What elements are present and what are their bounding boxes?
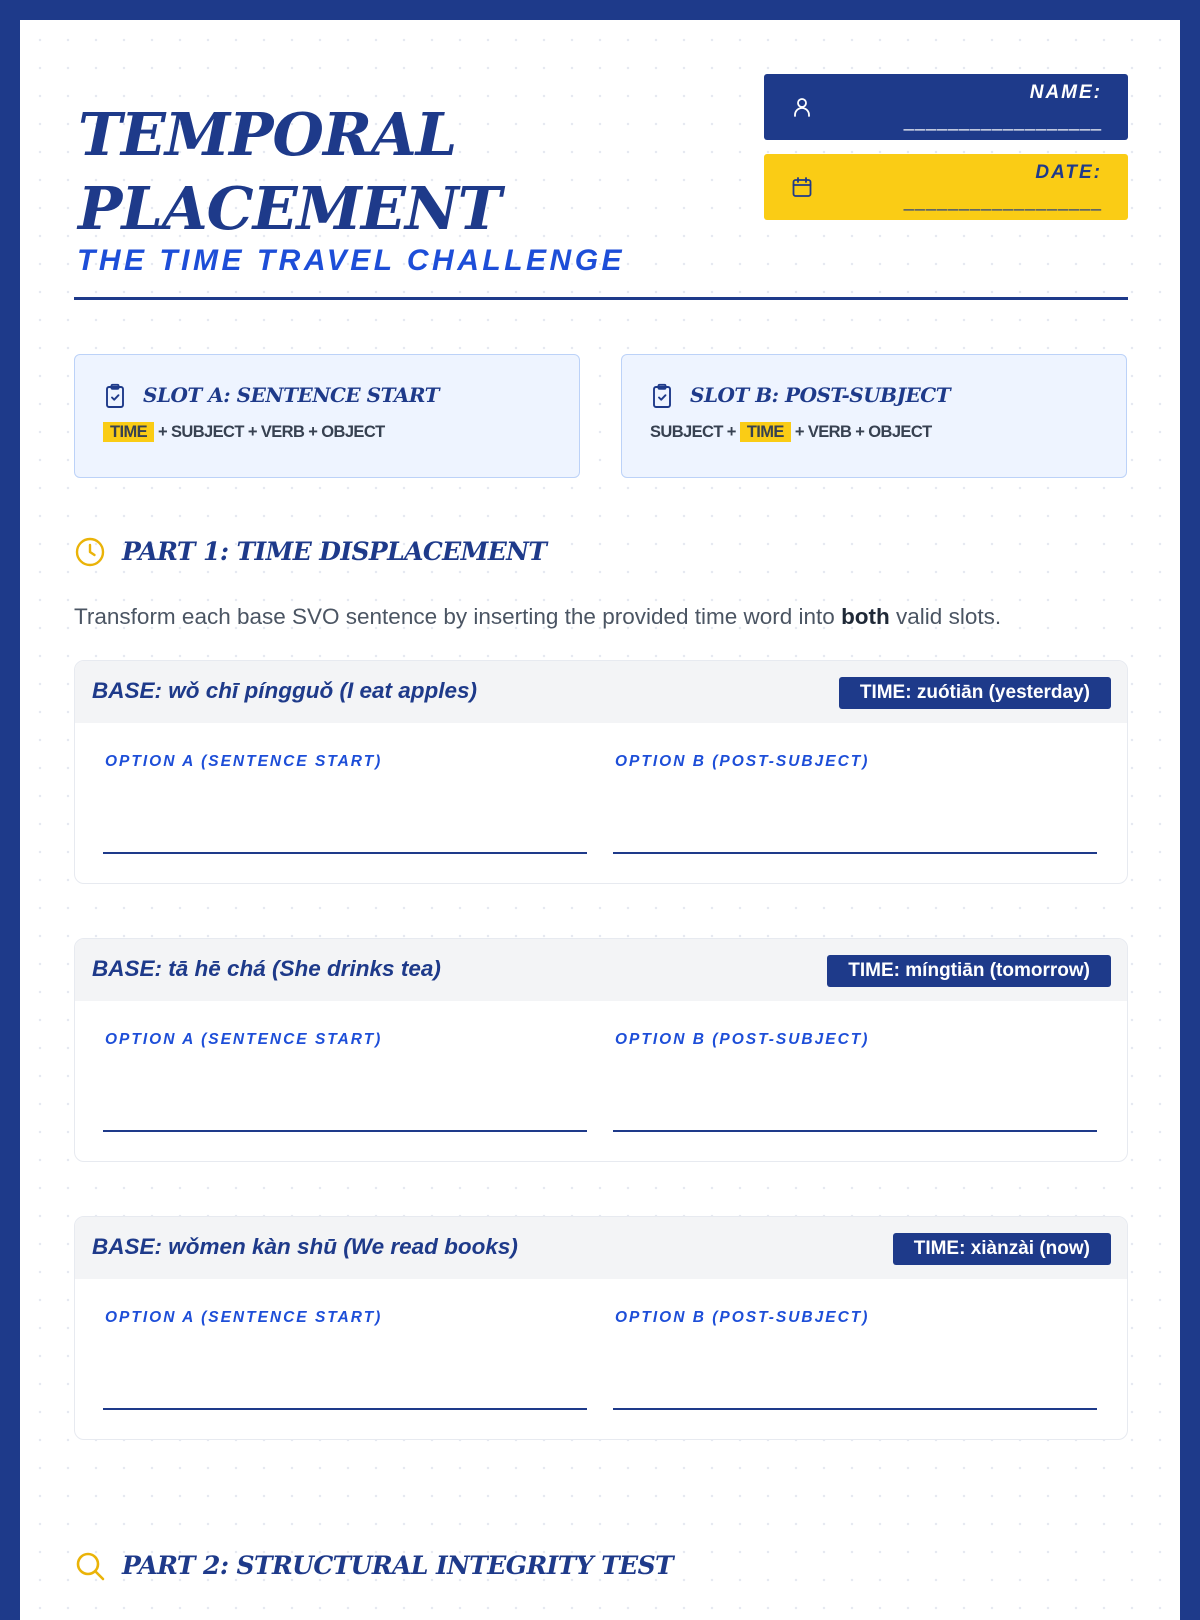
- clipboard-check-icon: [103, 383, 127, 409]
- name-blank[interactable]: __________________: [903, 111, 1102, 131]
- exercise-header: [75, 661, 1127, 723]
- slot-b-formula-before: SUBJECT +: [650, 423, 740, 441]
- base-sentence: BASE: wǒ chī píngguǒ (I eat apples): [92, 678, 478, 703]
- part2-title: PART 2: STRUCTURAL INTEGRITY TEST: [122, 1551, 674, 1580]
- date-label: DATE:: [1035, 162, 1102, 183]
- time-badge: TIME: xiànzài (now): [893, 1233, 1111, 1265]
- date-field[interactable]: [764, 154, 1128, 220]
- instructions-text-2: valid slots.: [889, 604, 1002, 629]
- option-a-label: OPTION A (SENTENCE START): [105, 1031, 383, 1048]
- option-b-answer-line[interactable]: [613, 1408, 1097, 1410]
- base-sentence: BASE: wǒmen kàn shū (We read books): [92, 1234, 518, 1259]
- exercise-card-1: [74, 660, 1128, 884]
- part1-instructions: [74, 604, 1001, 630]
- clock-icon: [74, 536, 106, 568]
- slot-a-time-highlight: TIME: [103, 422, 154, 442]
- slot-b-formula-after: + VERB + OBJECT: [790, 423, 932, 441]
- option-a-answer-line[interactable]: [103, 1130, 587, 1132]
- slot-a-title: SLOT A: SENTENCE START: [143, 383, 440, 407]
- slot-b-time-highlight: TIME: [740, 422, 791, 442]
- option-b-label: OPTION B (POST-SUBJECT): [615, 753, 870, 770]
- option-a-answer-line[interactable]: [103, 1408, 587, 1410]
- slot-b-card: [621, 354, 1127, 478]
- page-title: [78, 98, 501, 246]
- slot-a-formula-after: + SUBJECT + VERB + OBJECT: [154, 423, 385, 441]
- title-line-2: PLACEMENT: [78, 174, 501, 243]
- part1-title: PART 1: TIME DISPLACEMENT: [122, 537, 547, 566]
- time-badge: TIME: zuótiān (yesterday): [839, 677, 1111, 709]
- search-icon: [74, 1550, 106, 1582]
- time-badge: TIME: míngtiān (tomorrow): [827, 955, 1111, 987]
- instructions-bold: both: [841, 604, 890, 629]
- slot-b-title: SLOT B: POST-SUBJECT: [690, 383, 951, 407]
- exercise-header: [75, 939, 1127, 1001]
- exercise-card-3: [74, 1216, 1128, 1440]
- option-b-answer-line[interactable]: [613, 852, 1097, 854]
- option-a-answer-line[interactable]: [103, 852, 587, 854]
- option-b-label: OPTION B (POST-SUBJECT): [615, 1031, 870, 1048]
- slot-a-formula: [103, 423, 385, 442]
- page-subtitle: THE TIME TRAVEL CHALLENGE: [77, 244, 626, 277]
- instructions-text-1: Transform each base SVO sentence by inserting the provided time word into: [74, 604, 842, 629]
- slot-a-card: [74, 354, 580, 478]
- title-line-1: TEMPORAL: [78, 100, 457, 169]
- name-label: NAME:: [1029, 82, 1102, 103]
- header-divider: [74, 297, 1128, 300]
- calendar-icon: [790, 175, 814, 199]
- base-sentence: BASE: tā hē chá (She drinks tea): [92, 956, 441, 981]
- name-field[interactable]: [764, 74, 1128, 140]
- date-blank[interactable]: __________________: [903, 191, 1102, 211]
- exercise-card-2: [74, 938, 1128, 1162]
- worksheet-page: [20, 20, 1180, 1620]
- user-icon: [790, 95, 814, 119]
- option-b-answer-line[interactable]: [613, 1130, 1097, 1132]
- option-a-label: OPTION A (SENTENCE START): [105, 1309, 383, 1326]
- option-b-label: OPTION B (POST-SUBJECT): [615, 1309, 870, 1326]
- slot-b-formula: [650, 423, 932, 442]
- exercise-header: [75, 1217, 1127, 1279]
- clipboard-check-icon: [650, 383, 674, 409]
- option-a-label: OPTION A (SENTENCE START): [105, 753, 383, 770]
